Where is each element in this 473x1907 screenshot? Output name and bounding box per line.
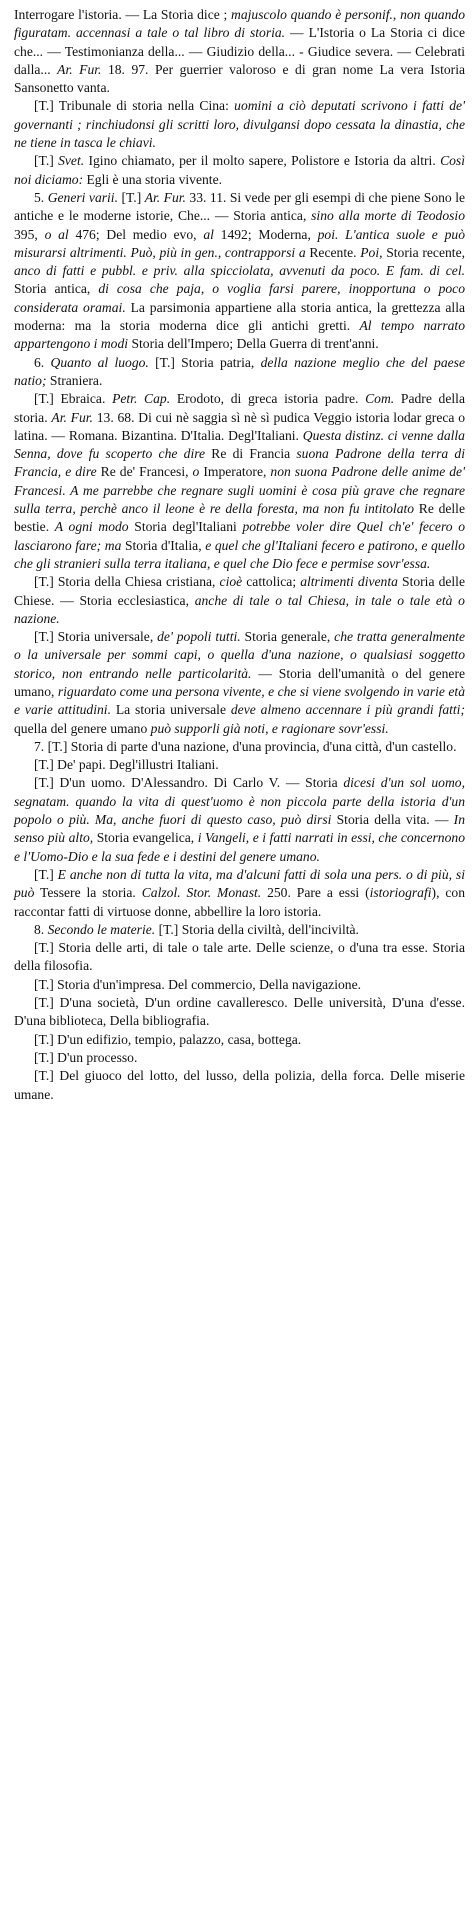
entry-paragraph: 7. [T.] Storia di parte d'una nazione, d'una provincia, d'una città, d'un castello. [34,738,457,754]
entry-paragraph: [T.] Storia universale, de' popoli tutti. Storia generale, che tratta generalmente o la universale per sommi capi, o quella d'una nazione, o qualsiasi soggetto storico, non entrando nelle particolarità. — Storia dell'umanità o del genere umano, riguardato come una persona vivente, e che si viene svolgendo in varie età e varie attitudini. La storia universale deve almeno accennare i più grandi fatti; quella del genere umano può supporli già noti, e ragionare sovr'essi. [14,629,465,736]
entry-paragraph: Interrogare l'istoria. — La Storia dice ; majuscolo quando è personif., non quando figuratam. accennasi a tale o tal libro di storia. — L'Istoria o La Storia ci dice che... — Testimonianza della... — Giudizio della... - Giudice severa. — Celebrati dalla... Ar. Fur. 18. 97. Per guerrier valoroso e di gran nome La vera Istoria Sansonetto vanta. [14,7,466,96]
entry-paragraph: [T.] Storia delle arti, di tale o tale arte. Delle scienze, o d'una tra esse. Storia della filosofia. [14,940,465,974]
entry-paragraph: [T.] De' papi. Degl'illustri Italiani. [34,757,219,773]
entry-paragraph: [T.] E anche non di tutta la vita, ma d'alcuni fatti di sola una pers. o di più, si può Tessere la storia. Calzol. Stor. Monast. 250. Pare a essi (istoriografi), con raccontar fatti di virtuose donne, abbellire la loro istoria. [14,866,466,919]
entry-paragraph: [T.] Svet. Igino chiamato, per il molto sapere, Polistore e Istoria da altri. Così noi diciamo: Egli è una storia vivente. [14,153,465,187]
entry-paragraph: [T.] D'un uomo. D'Alessandro. Di Carlo V. — Storia dicesi d'un sol uomo, segnatam. quando la vita di quest'uomo è non piccola parte della istoria d'un popolo o più. Ma, anche fuori di questo caso, può dirsi Storia della vita. — In senso più alto, Storia evangelica, i Vangeli, e i fatti narrati in essi, che concernono e l'Uomo-Dio e la sua fede e i destini del genere umano. [14,775,465,864]
entry-paragraph: 5. Generi varii. [T.] Ar. Fur. 33. 11. Si vede per gli esempi di che piene Sono le antiche e le moderne istorie, Che... — Storia antica, sino alla morte di Teodosio 395, o al 476; Del medio evo, al 1492; Moderna, poi. L'antica suole e può misurarsi altrimenti. Può, più in gen., contrapporsi a Recente. Poi, Storia recente, anco di fatti e pubbl. e priv. alla spicciolata, avvenuti da poco. E fam. di cel. Storia antica, di cosa che paja, o voglia farsi parere, inopportuna o poco considerata oramai. La parsimonia appartiene alla storia antica, la grettezza alla moderna: ma la storia moderna dice gli antichi gretti. Al tempo narrato appartengono i modi Storia dell'Impero; Della Guerra di trent'anni. [14,189,466,352]
entry-paragraph: 8. Secondo le materie. [T.] Storia della civiltà, dell'inciviltà. [34,921,359,937]
entry-paragraph: [T.] D'un processo. [34,1049,138,1065]
entry-paragraph: [T.] D'un edifizio, tempio, palazzo, casa, bottega. [34,1031,302,1047]
entry-paragraph: [T.] Storia della Chiesa cristiana, cioè cattolica; altrimenti diventa Storia delle Chiese. — Storia ecclesiastica, anche di tale o tal Chiesa, in tale o tale età o nazione. [14,574,465,626]
entry-paragraph: [T.] Storia d'un'impresa. Del commercio, Della navigazione. [34,976,362,992]
entry-paragraph: [T.] Del giuoco del lotto, del lusso, della polizia, della forca. Delle miserie umane. [14,1068,465,1102]
entry-paragraph: [T.] Tribunale di storia nella Cina: uomini a ciò deputati scrivono i fatti de' governanti ; rinchiudonsi gli scritti loro, divulgansi dopo cessata la dinastia, che ne tiene in tasca le chiavi. [14,98,465,151]
entry-paragraph: 6. Quanto al luogo. [T.] Storia patria, della nazione meglio che del paese natio; Straniera. [14,354,466,388]
entry-paragraph: [T.] Ebraica. Petr. Cap. Erodoto, di greca istoria padre. Com. Padre della storia. Ar. Fur. 13. 68. Di cui nè saggia sì nè sì pudica Veggio istoria lodar greca o latina. — Romana. Bizantina. D'Italia. Degl'Italiani. Questa distinz. ci venne dalla Senna, dove fu scoperto che dire Re di Francia suona Padrone della terra di Francia, e dire Re de' Francesi, o Imperatore, non suona Padrone delle anime de' Francesi. A me parrebbe che regnare sugli uomini è cosa più grave che regnare sulla terra, perchè anco il leone è re della foresta, ma non fu intitolato Re delle bestie. A ogni modo Storia degl'Italiani potrebbe voler dire Quel ch'e' fecero o lasciarono fare; ma Storia d'Italia, e quel che gl'Italiani fecero e patirono, e quello che gli stranieri sulla terra italiana, e quel che Dio fece e permise sovr'essa. [14,391,466,571]
entry-paragraph: [T.] D'una società, D'un ordine cavalleresco. Delle università, D'una d'esse. D'una biblioteca, Della bibliografia. [14,995,465,1029]
